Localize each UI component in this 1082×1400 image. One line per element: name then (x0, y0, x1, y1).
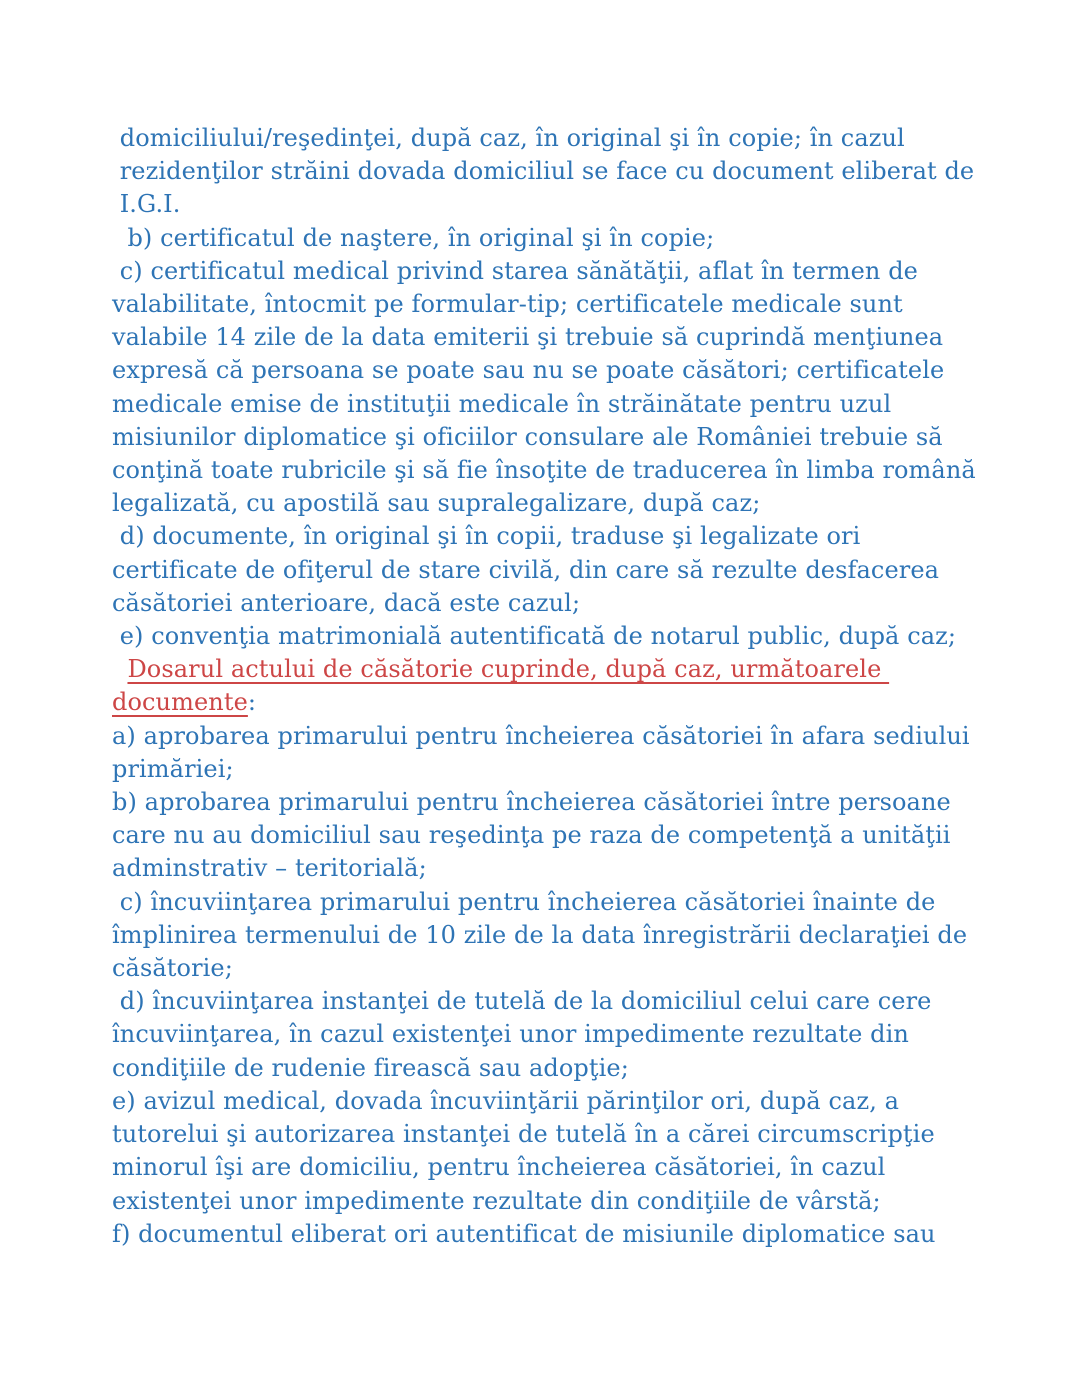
text-line (112, 155, 1042, 188)
text-segment: f) documentul eliberat ori autentificat de misiunile diplomatice sau (112, 1219, 936, 1248)
text-line (112, 487, 1042, 520)
text-segment: rezidenţilor străini dovada domiciliul se face cu document eliberat de (112, 157, 975, 186)
text-line (112, 1118, 1042, 1151)
text-segment: certificate de ofiţerul de stare civilă, din care să rezulte desfacerea (112, 555, 940, 584)
text-segment: încuviinţarea, în cazul existenţei unor impedimente rezultate din (112, 1020, 909, 1049)
text-line (112, 985, 1042, 1018)
text-line (112, 288, 1042, 321)
text-line (112, 886, 1042, 919)
text-line (112, 653, 1042, 686)
text-segment: I.G.I. (112, 190, 181, 219)
text-line (112, 686, 1042, 719)
text-line (112, 222, 1042, 255)
text-segment: b) certificatul de naştere, în original şi în copie; (112, 223, 715, 252)
text-segment: misiunilor diplomatice şi oficiilor consulare ale României trebuie să (112, 422, 943, 451)
text-segment: e) convenţia matrimonială autentificată de notarul public, după caz; (112, 622, 957, 651)
text-segment: tutorelui şi autorizarea instanţei de tutelă în a cărei circumscripţie (112, 1120, 935, 1149)
text-segment: e) avizul medical, dovada încuviinţării părinţilor ori, după caz, a (112, 1086, 900, 1115)
text-segment: a) aprobarea primarului pentru încheierea căsătoriei în afara sediului (112, 721, 970, 750)
text-segment: căsătorie; (112, 954, 233, 983)
text-line (112, 321, 1042, 354)
heading-segment: Dosarul actului de căsătorie cuprinde, după caz, următoarele (127, 655, 890, 684)
text-segment: c) certificatul medical privind starea sănătăţii, aflat în termen de (112, 256, 918, 285)
text-line (112, 520, 1042, 553)
text-segment (112, 655, 127, 683)
text-segment: domiciliului/reşedinţei, după caz, în original şi în copie; în cazul (112, 124, 905, 152)
text-line (112, 1185, 1042, 1218)
text-line (112, 255, 1042, 288)
text-segment: împlinirea termenului de 10 zile de la data înregistrării declaraţiei de (112, 920, 968, 949)
text-segment: b) aprobarea primarului pentru încheierea căsătoriei între persoane (112, 788, 951, 817)
text-line (112, 720, 1042, 753)
text-line (112, 620, 1042, 653)
text-line (112, 952, 1042, 985)
text-line (112, 354, 1042, 387)
text-line (112, 1052, 1042, 1085)
text-segment: : (247, 688, 257, 717)
text-line (112, 454, 1042, 487)
text-segment: minorul îşi are domiciliu, pentru încheierea căsătoriei, în cazul (112, 1153, 886, 1182)
text-segment: căsătoriei anterioare, dacă este cazul; (112, 588, 581, 617)
text-segment: legalizată, cu apostilă sau supralegalizare, după caz; (112, 489, 761, 518)
text-segment: medicale emise de instituţii medicale în străinătate pentru uzul (112, 389, 892, 418)
text-line (112, 819, 1042, 852)
text-line (112, 554, 1042, 587)
text-line (112, 421, 1042, 454)
text-line (112, 587, 1042, 620)
text-line (112, 1018, 1042, 1051)
text-segment: adminstrativ – teritorială; (112, 854, 427, 883)
text-line (112, 919, 1042, 952)
text-segment: c) încuviinţarea primarului pentru încheierea căsătoriei înainte de (112, 887, 936, 916)
text-line (112, 1218, 1042, 1251)
document-text (112, 122, 1042, 1251)
text-segment: existenţei unor impedimente rezultate din condiţiile de vârstă; (112, 1186, 881, 1215)
text-line (112, 852, 1042, 885)
text-segment: d) documente, în original şi în copii, traduse şi legalizate ori (112, 522, 861, 551)
text-segment: primăriei; (112, 754, 234, 783)
text-segment: valabilitate, întocmit pe formular-tip; certificatele medicale sunt (112, 290, 903, 319)
text-line (112, 1085, 1042, 1118)
text-segment: condiţiile de rudenie firească sau adopţie; (112, 1053, 629, 1082)
text-segment: expresă că persoana se poate sau nu se poate căsători; certificatele (112, 356, 945, 385)
text-line (112, 188, 1042, 221)
text-segment: valabile 14 zile de la data emiterii şi trebuie să cuprindă menţiunea (112, 323, 944, 352)
text-segment: care nu au domiciliul sau reşedinţa pe raza de competenţă a unităţii (112, 821, 951, 850)
text-line (112, 753, 1042, 786)
text-line (112, 786, 1042, 819)
text-line (112, 122, 1042, 155)
heading-segment: documente (112, 688, 248, 717)
text-line (112, 388, 1042, 421)
text-segment: conţină toate rubricile şi să fie însoţite de traducerea în limba română (112, 456, 976, 485)
text-line (112, 1151, 1042, 1184)
text-segment: d) încuviinţarea instanţei de tutelă de la domiciliul celui care cere (112, 987, 932, 1016)
